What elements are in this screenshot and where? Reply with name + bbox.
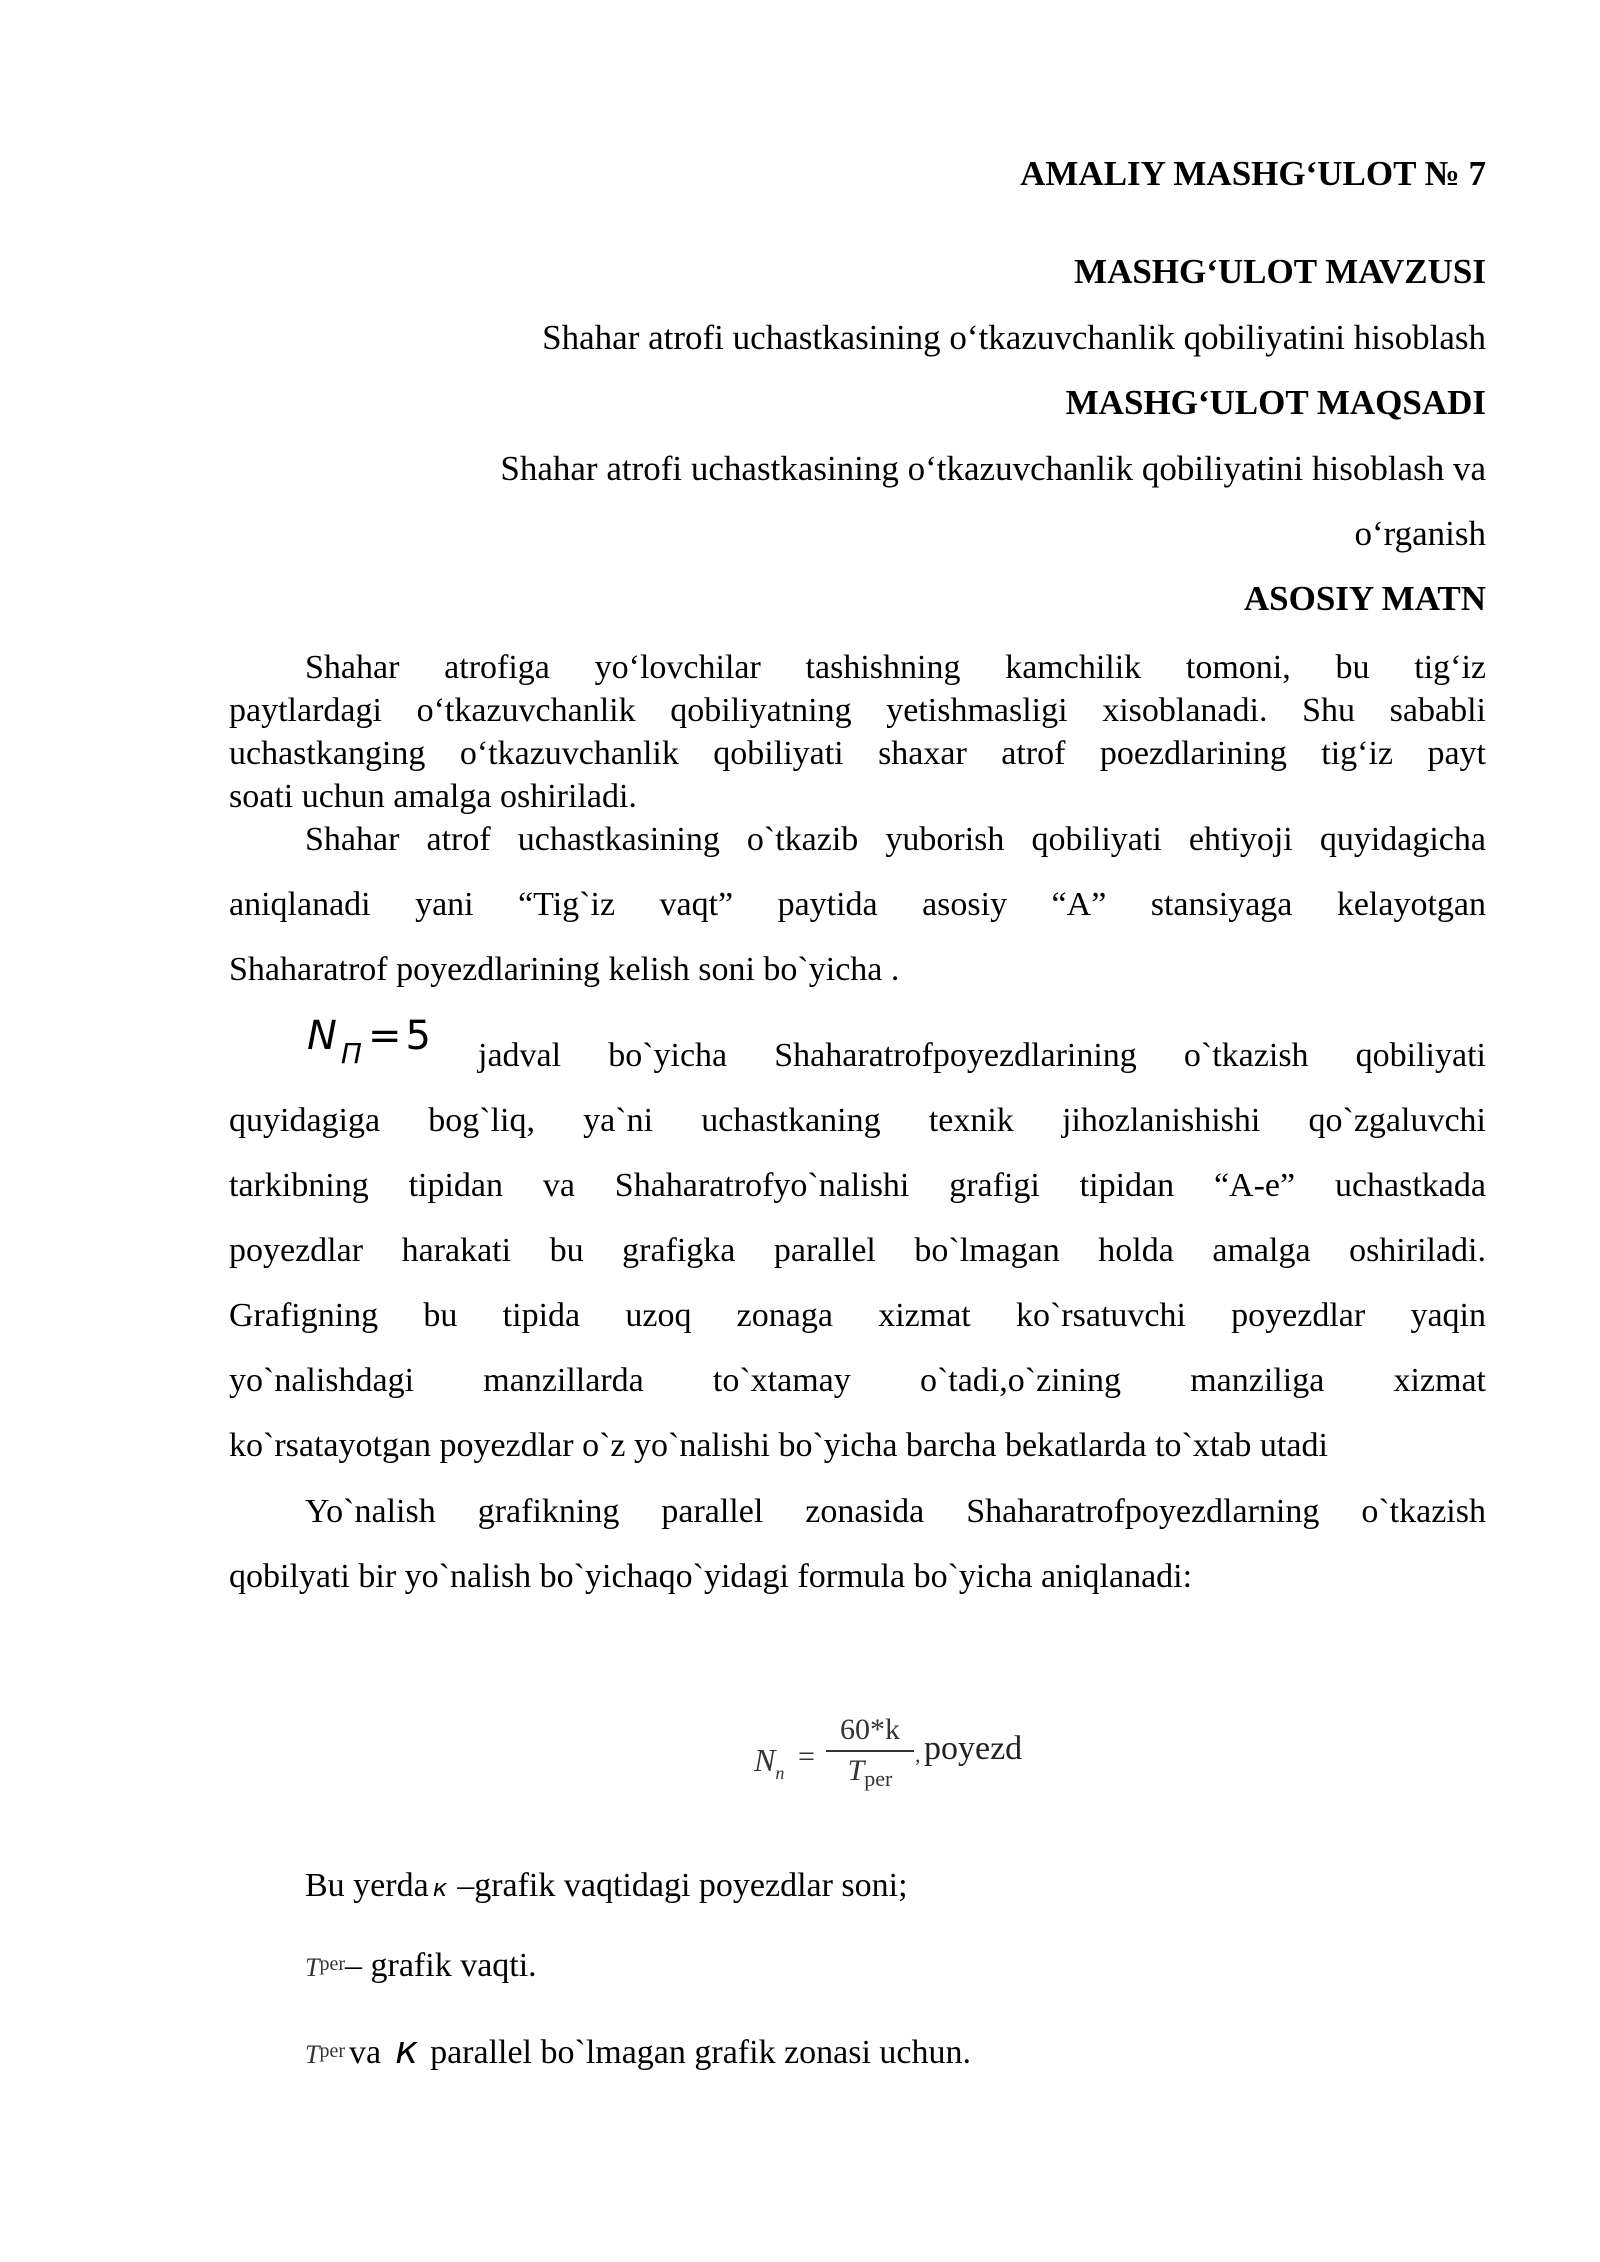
para3-line: poyezdlar harakati bu grafigka parallel bo`lmagan holda amalga oshiriladi. (229, 1232, 1486, 1269)
formula-unit: poyezd (924, 1730, 1023, 1767)
formula-lhs: $N_n$ (754, 1742, 785, 1783)
para3-line: yo`nalishdagi manzillarda to`xtamay o`tadi,o`zining manziliga xizmat (229, 1362, 1486, 1399)
para1-line: uchastkanging o‘tkazuvchanlik qobiliyati shaxar atrof poezdlarining tig‘iz payt (229, 735, 1486, 772)
formula-fraction (824, 1712, 916, 1790)
page-title: AMALIY MASHG‘ULOT № 7 (1020, 154, 1486, 193)
t2-subscript: per (319, 2040, 346, 2062)
para3-line: tarkibning tipidan va Shaharatrofyo`nalishi grafigi tipidan “A-e” uchastkada (229, 1167, 1486, 1204)
t2-symbol: T (305, 2040, 320, 2069)
goal-text-line2: o‘rganish (1354, 514, 1486, 553)
formula-comma: , (915, 1742, 921, 1767)
fraction-bar (826, 1750, 914, 1752)
np-symbol: N (307, 1013, 337, 1059)
def-t: Tper– grafik vaqti. (305, 1947, 537, 1984)
main-text-label: ASOSIY MATN (1243, 579, 1486, 618)
para3-line: jadval bo`yicha Shaharatrofpoyezdlarining o`tkazish qobiliyati (478, 1037, 1486, 1074)
formula-denominator: $T_{per}$ (847, 1754, 893, 1791)
np-value: 5 (405, 1013, 431, 1059)
formula-numerator: 60*k (840, 1713, 900, 1746)
np-subscript: П (340, 1037, 362, 1070)
para2-line: Shahar atrof uchastkasining o`tkazib yuborish qobiliyati ehtiyoji quyidagicha (305, 821, 1486, 858)
para3-line: Grafigning bu tipida uzoq zonaga xizmat ko`rsatuvchi poyezdlar yaqin (229, 1297, 1486, 1334)
def-t-k: Tper va к parallel bo`lmagan grafik zonasi uchun. (305, 2028, 972, 2072)
np-equals: = (367, 1013, 402, 1059)
para2-line: aniqlanadi yani “Tig`iz vaqt” paytida asosiy “A” stansiyaga kelayotgan (229, 886, 1486, 923)
para3-line: quyidagiga bog`liq, ya`ni uchastkaning texnik jihozlanishishi qo`zgaluvchi (229, 1102, 1486, 1139)
topic-label: MASHG‘ULOT MAVZUSI (1074, 252, 1486, 291)
goal-label: MASHG‘ULOT MAQSADI (1065, 383, 1486, 422)
para4-line: qobilyati bir yo`nalish bo`yichaqo`yidagi formula bo`yicha aniqlanadi: (229, 1558, 1193, 1595)
formula-equals: = (798, 1740, 815, 1773)
np-formula (307, 1012, 431, 1070)
para1-line: paytlardagi o‘tkazuvchanlik qobiliyatning yetishmasligi xisoblanadi. Shu sababli (229, 692, 1486, 729)
def-k: Bu yerda к –grafik vaqtidagi poyezdlar soni; (305, 1867, 908, 1904)
para1-line: Shahar atrofiga yo‘lovchilar tashishning kamchilik tomoni, bu tig‘iz (305, 649, 1486, 686)
k-symbol: к (432, 1874, 448, 1902)
t-symbol: T (305, 1953, 320, 1982)
t-subscript: per (319, 1953, 346, 1975)
topic-text: Shahar atrofi uchastkasining o‘tkazuvchanlik qobiliyatini hisoblash (542, 318, 1486, 357)
para1-line: soati uchun amalga oshiriladi. (229, 778, 637, 815)
main-formula (748, 1712, 1048, 1822)
goal-text-line1: Shahar atrofi uchastkasining o‘tkazuvchanlik qobiliyatini hisoblash va (500, 449, 1486, 488)
para3-line: ko`rsatayotgan poyezdlar o`z yo`nalishi bo`yicha barcha bekatlarda to`xtab utadi (229, 1427, 1328, 1464)
para2-line: Shaharatrof poyezdlarining kelish soni bo`yicha . (229, 951, 900, 988)
para4-line: Yo`nalish grafikning parallel zonasida Shaharatrofpoyezdlarning o`tkazish (305, 1493, 1486, 1530)
k2-symbol: к (395, 2028, 419, 2072)
